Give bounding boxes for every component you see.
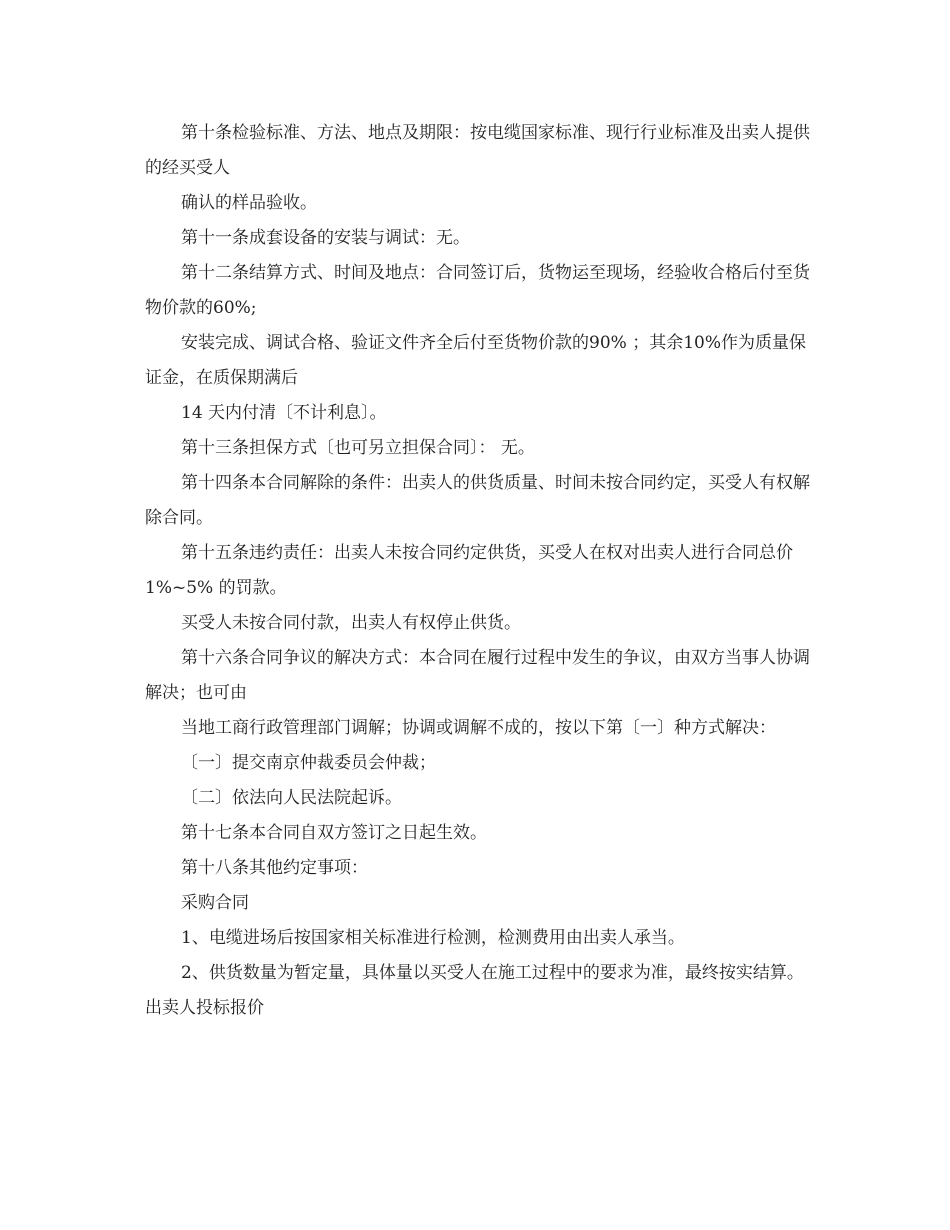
clause-17-effective: 第十七条本合同自双方签订之日起生效。 bbox=[181, 823, 487, 843]
clause-12-settlement: 第十二条结算方式、时间及地点：合同签订后，货物运至现场，经验收合格后付至货物价款的60%; bbox=[145, 263, 810, 318]
clause-12-final-payment: 14 天内付清〔不计利息〕。 bbox=[181, 403, 387, 423]
clause-13-guarantee: 第十三条担保方式〔也可另立担保合同〕： 无。 bbox=[181, 438, 535, 458]
clause-10-inspection: 第十条检验标准、方法、地点及期限：按电缆国家标准、现行行业标准及出卖人提供的经买受人 bbox=[145, 123, 810, 178]
clause-14-termination: 第十四条本合同解除的条件：出卖人的供货质量、时间未按合同约定，买受人有权解除合同。 bbox=[145, 473, 810, 528]
clause-15-liability: 第十五条违约责任：出卖人未按合同约定供货，买受人在权对出卖人进行合同总价 1%~5% 的罚款。 bbox=[145, 543, 793, 598]
clause-18-other: 第十八条其他约定事项： bbox=[181, 858, 368, 878]
document-body bbox=[145, 116, 813, 1026]
clause-11-installation: 第十一条成套设备的安装与调试：无。 bbox=[181, 228, 470, 248]
clause-16-option-2: 〔二〕依法向人民法院起诉。 bbox=[181, 788, 402, 808]
clause-16-mediation: 当地工商行政管理部门调解；协调或调解不成的，按以下第〔一〕种方式解决： bbox=[181, 718, 776, 738]
other-item-1: 1、电缆进场后按国家相关标准进行检测，检测费用由出卖人承当。 bbox=[181, 928, 685, 948]
section-heading-procurement: 采购合同 bbox=[181, 893, 249, 913]
clause-16-option-1: 〔一〕提交南京仲裁委员会仲裁； bbox=[181, 753, 436, 773]
clause-10-continuation: 确认的样品验收。 bbox=[181, 193, 317, 213]
clause-16-dispute: 第十六条合同争议的解决方式：本合同在履行过程中发生的争议，由双方当事人协调解决；也可由 bbox=[145, 648, 810, 703]
clause-15-buyer-liability: 买受人未按合同付款，出卖人有权停止供货。 bbox=[181, 613, 521, 633]
other-item-2: 2、供货数量为暂定量，具体量以买受人在施工过程中的要求为准，最终按实结算。出卖人投标报价 bbox=[145, 963, 804, 1018]
clause-12-installation-payment: 安装完成、调试合格、验证文件齐全后付至货物价款的90% ；其余10%作为质量保证金，在质保期满后 bbox=[145, 333, 806, 388]
